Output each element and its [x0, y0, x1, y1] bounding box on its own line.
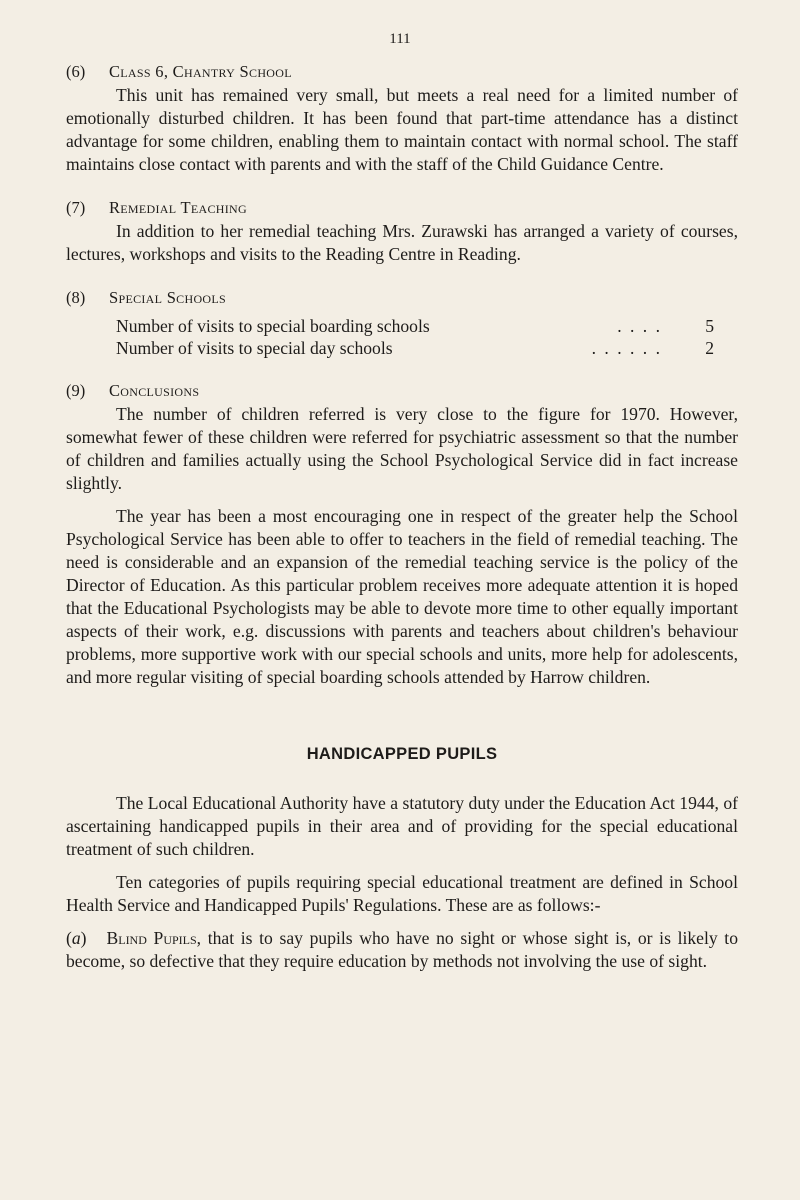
handicapped-para-1: The Local Educational Authority have a statutory duty under the Education Act 1944, of ascertaining handicapped pupils in their area and of providing for the special educational treatment of such children.	[66, 793, 738, 859]
section-6-number: (6)	[66, 62, 86, 81]
page-number: 111	[389, 31, 411, 47]
list-item	[116, 315, 714, 337]
leader-dots: . . . . . .	[591, 338, 662, 358]
item-a-text: that is to say pupils who have no sight or whose sight is, or is likely to become, so defective that they require education by methods not involving the use of sight.	[66, 928, 738, 971]
section-9-para-2: The year has been a most encouraging one in respect of the greater help the School Psychological Service has been able to offer to teachers in the field of remedial teaching. The need is considerable and an expansion of the remedial teaching service is the policy of the Director of Education. As this particular problem receives more adequate attention it is hoped that the Educational Psychologists may be able to devote more time to other equally important aspects of their work, e.g. discussions with parents and teachers about children's behaviour problems, more supportive work with our special schools and units, more help for adolescents, and more regular visiting of special boarding schools attended by Harrow children.	[66, 506, 738, 687]
section-9-title: Conclusions	[109, 381, 200, 400]
page-content	[66, 60, 738, 973]
section-9-para-1: The number of children referred is very close to the figure for 1970. However, somewhat fewer of these children were referred for psychiatric assessment so that the number of children and families actually using the School Psychological Service did in fact increase slightly.	[66, 404, 738, 493]
handicapped-pupils-title: HANDICAPPED PUPILS	[306, 745, 498, 763]
section-7-heading	[66, 196, 738, 220]
section-9-number: (9)	[66, 381, 86, 400]
row-label: Number of visits to special day schools	[116, 338, 393, 358]
row-label: Number of visits to special boarding schools	[116, 316, 430, 336]
section-6-title: Class 6, Chantry School	[109, 62, 292, 81]
section-7-title: Remedial Teaching	[109, 198, 247, 217]
item-a-marker: a	[71, 928, 81, 948]
item-a-paragraph: (a) Blind Pupils, that is to say pupils who have no sight or whose sight is, or is likely to become, so defective that they require education by methods not involving the use of sight.	[66, 928, 738, 971]
section-8-number: (8)	[66, 288, 86, 307]
section-7-body: In addition to her remedial teaching Mrs. Zurawski has arranged a variety of courses, lectures, workshops and visits to the Reading Centre in Reading.	[66, 221, 738, 264]
special-schools-list	[116, 315, 714, 359]
section-8-title: Special Schools	[109, 288, 226, 307]
item-a-title: Blind Pupils,	[106, 928, 202, 948]
section-8-heading	[66, 286, 738, 310]
leader-dots: . . . .	[617, 316, 662, 336]
row-value: 5	[705, 316, 714, 336]
row-value: 2	[705, 338, 714, 358]
section-6-body: This unit has remained very small, but meets a real need for a limited number of emotionally disturbed children. It has been found that part-time attendance has a distinct advantage for some children, enabling them to maintain contact with normal school. The staff maintains close contact with parents and with the staff of the Child Guidance Centre.	[66, 85, 738, 174]
section-6-heading	[66, 60, 738, 84]
list-item	[116, 337, 714, 359]
section-9-heading	[66, 379, 738, 403]
handicapped-para-2: Ten categories of pupils requiring special educational treatment are defined in School Health Service and Handicapped Pupils' Regulations. These are as follows:-	[66, 872, 738, 915]
section-7-number: (7)	[66, 198, 86, 217]
